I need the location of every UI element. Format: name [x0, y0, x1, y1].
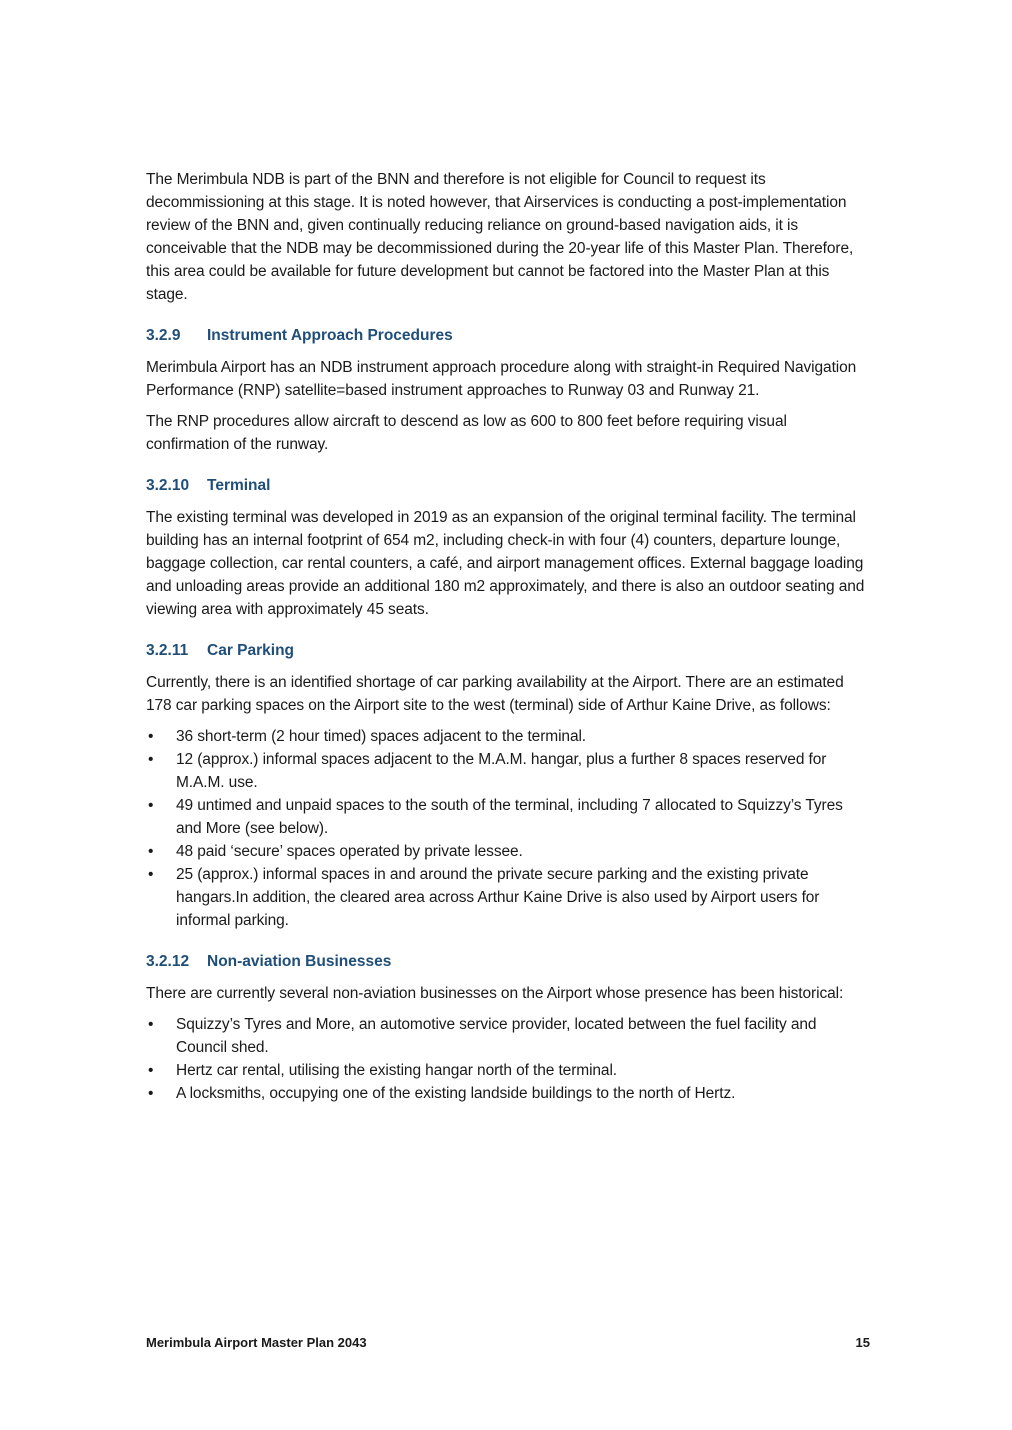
car-parking-paragraph: Currently, there is an identified shortage of car parking availability at the Airport. There are an estimated 178 car parking spaces on the Airport site to the west (terminal) side of Arthur Kaine Drive, as follows:	[146, 674, 844, 714]
list-item	[146, 863, 871, 932]
bullet-glyph: •	[148, 728, 154, 745]
bullet-glyph: •	[148, 1062, 154, 1079]
list-item-text: 36 short-term (2 hour timed) spaces adjacent to the terminal.	[176, 728, 587, 745]
section-heading-terminal	[146, 476, 871, 496]
page-footer	[146, 1335, 870, 1350]
list-item-text: A locksmiths, occupying one of the existing landside buildings to the north of Hertz.	[176, 1085, 736, 1102]
page-number: 15	[855, 1335, 870, 1350]
instrument-approach-paragraph-1: Merimbula Airport has an NDB instrument approach procedure along with straight-in Required Navigation Performance (RNP) satellite=based instrument approaches to Runway 03 and Runway 21.	[146, 359, 857, 399]
bullet-glyph: •	[148, 797, 154, 814]
bullet-glyph: •	[148, 751, 154, 768]
section-number: 3.2.10	[146, 477, 190, 494]
intro-paragraph: The Merimbula NDB is part of the BNN and therefore is not eligible for Council to request its decommissioning at this stage. It is noted however, that Airservices is conducting a post-implementation review of the BNN and, given continually reducing reliance on ground-based navigation aids, it is conceivable that the NDB may be decommissioned during the 20-year life of this Master Plan. Therefore, this area could be available for future development but cannot be factored into the Master Plan at this stage.	[146, 171, 854, 303]
list-item	[146, 1059, 871, 1082]
section-number: 3.2.9	[146, 327, 181, 344]
list-item	[146, 1082, 871, 1105]
terminal-paragraph: The existing terminal was developed in 2019 as an expansion of the original terminal facility. The terminal building has an internal footprint of 654 m2, including check-in with four (4) counters, departure lounge, baggage collection, car rental counters, a café, and airport management offices. External baggage loading and unloading areas provide an additional 180 m2 approximately, and there is also an outdoor seating and viewing area with approximately 45 seats.	[146, 509, 865, 618]
section-heading-car-parking	[146, 641, 871, 661]
list-item-text: Hertz car rental, utilising the existing hangar north of the terminal.	[176, 1062, 618, 1079]
section-title: Car Parking	[207, 642, 295, 659]
list-item-text: 49 untimed and unpaid spaces to the south of the terminal, including 7 allocated to Squizzy’s Tyres and More (see below).	[176, 797, 843, 837]
list-item	[146, 725, 871, 748]
section-title: Non-aviation Businesses	[207, 953, 392, 970]
page-content	[146, 168, 871, 1113]
list-item-text: 48 paid ‘secure’ spaces operated by private lessee.	[176, 843, 523, 860]
list-item-text: 25 (approx.) informal spaces in and around the private secure parking and the existing private hangars.In addition, the cleared area across Arthur Kaine Drive is also used by Airport users for informal parking.	[176, 866, 820, 929]
bullet-glyph: •	[148, 843, 154, 860]
section-number: 3.2.11	[146, 642, 189, 659]
non-aviation-paragraph: There are currently several non-aviation businesses on the Airport whose presence has been historical:	[146, 985, 844, 1002]
instrument-approach-paragraph-2: The RNP procedures allow aircraft to descend as low as 600 to 800 feet before requiring visual confirmation of the runway.	[146, 413, 787, 453]
list-item	[146, 1013, 871, 1059]
list-item	[146, 748, 871, 794]
list-item-text: Squizzy’s Tyres and More, an automotive service provider, located between the fuel facility and Council shed.	[176, 1016, 817, 1056]
list-item	[146, 794, 871, 840]
section-title: Instrument Approach Procedures	[207, 327, 453, 344]
list-item	[146, 840, 871, 863]
footer-title: Merimbula Airport Master Plan 2043	[146, 1335, 367, 1350]
section-number: 3.2.12	[146, 953, 190, 970]
list-item-text: 12 (approx.) informal spaces adjacent to the M.A.M. hangar, plus a further 8 spaces reserved for M.A.M. use.	[176, 751, 827, 791]
bullet-glyph: •	[148, 1016, 154, 1033]
non-aviation-list	[146, 1013, 871, 1105]
section-heading-non-aviation-businesses	[146, 952, 871, 972]
bullet-glyph: •	[148, 1085, 154, 1102]
section-title: Terminal	[207, 477, 271, 494]
car-parking-list	[146, 725, 871, 932]
section-heading-instrument-approach	[146, 326, 871, 346]
bullet-glyph: •	[148, 866, 154, 883]
